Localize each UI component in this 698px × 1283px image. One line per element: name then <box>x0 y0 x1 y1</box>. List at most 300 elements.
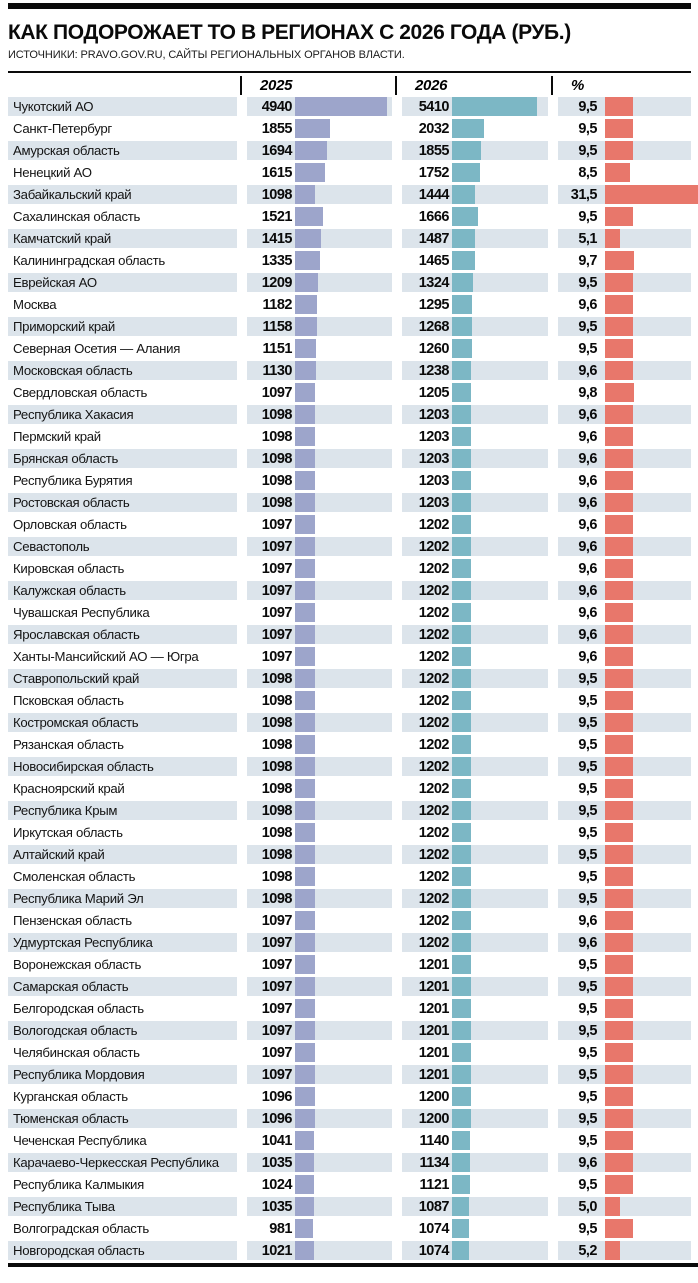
value-cell-% <box>558 229 691 248</box>
value-cell-% <box>558 757 691 776</box>
value-label: 1097 <box>261 648 292 665</box>
value-cell-% <box>558 581 691 600</box>
bar-percent <box>605 1219 633 1238</box>
table-row <box>8 97 698 116</box>
value-cell-% <box>558 1175 691 1194</box>
bar-2025 <box>295 669 315 688</box>
bar-2025 <box>295 295 317 314</box>
value-cell-2026 <box>402 933 548 952</box>
value-cell-% <box>558 603 691 622</box>
bar-percent <box>605 1131 633 1150</box>
bar-2026 <box>452 1131 470 1150</box>
value-label: 9,6 <box>578 494 597 511</box>
value-label: 1200 <box>418 1088 449 1105</box>
bar-percent <box>605 955 633 974</box>
value-label: 1130 <box>262 362 292 379</box>
value-label: 1203 <box>418 428 449 445</box>
bar-2025 <box>295 559 315 578</box>
bar-2025 <box>295 867 315 886</box>
value-label: 1444 <box>418 186 449 203</box>
value-cell-2025 <box>247 735 392 754</box>
value-label: 4940 <box>261 98 292 115</box>
region-name: Воронежская область <box>13 957 142 972</box>
bar-percent <box>605 273 633 292</box>
value-cell-% <box>558 1087 691 1106</box>
value-cell-2025 <box>247 119 392 138</box>
table-row <box>8 339 698 358</box>
value-label: 1098 <box>261 802 292 819</box>
value-label: 9,6 <box>578 1154 597 1171</box>
value-label: 9,5 <box>578 1044 597 1061</box>
bar-2025 <box>295 1241 314 1260</box>
bar-percent <box>605 1175 633 1194</box>
value-label: 1097 <box>261 384 292 401</box>
table-row <box>8 163 698 182</box>
value-label: 1203 <box>418 450 449 467</box>
value-cell-2026 <box>402 1241 548 1260</box>
region-name: Камчатский край <box>8 229 237 248</box>
region-name: Псковская область <box>13 693 124 708</box>
table-row <box>8 999 698 1018</box>
value-label: 1521 <box>261 208 292 225</box>
bar-percent <box>605 889 633 908</box>
top-rule <box>8 3 691 9</box>
value-cell-2026 <box>402 405 548 424</box>
value-label: 1097 <box>261 912 292 929</box>
region-name: Сахалинская область <box>13 209 141 224</box>
value-cell-2026 <box>402 823 548 842</box>
bar-2025 <box>295 1021 315 1040</box>
bar-percent <box>605 559 633 578</box>
bar-2026 <box>452 251 475 270</box>
bar-percent <box>605 141 633 160</box>
value-cell-2026 <box>402 1131 548 1150</box>
value-cell-2025 <box>247 691 392 710</box>
bar-2025 <box>295 97 387 116</box>
value-label: 1335 <box>261 252 292 269</box>
region-name: Пермский край <box>13 429 101 444</box>
value-cell-2025 <box>247 933 392 952</box>
region-name: Севастополь <box>8 537 237 556</box>
bar-2025 <box>295 449 315 468</box>
bar-2026 <box>452 823 471 842</box>
region-name: Санкт-Петербург <box>13 121 112 136</box>
region-name: Брянская область <box>8 449 237 468</box>
value-label: 9,5 <box>578 956 597 973</box>
value-label: 1201 <box>418 1044 449 1061</box>
value-label: 1260 <box>418 340 449 357</box>
value-cell-2025 <box>247 1197 392 1216</box>
value-label: 1041 <box>261 1132 292 1149</box>
table-row <box>8 757 698 776</box>
value-label: 1201 <box>418 1066 449 1083</box>
region-name: Свердловская область <box>13 385 148 400</box>
value-cell-2026 <box>402 163 548 182</box>
value-cell-% <box>558 317 691 336</box>
value-cell-% <box>558 977 691 996</box>
region-name: Кировская область <box>13 561 125 576</box>
table-row <box>8 185 698 204</box>
bar-percent <box>605 1241 620 1260</box>
bar-2026 <box>452 471 471 490</box>
value-cell-% <box>558 361 691 380</box>
value-cell-% <box>558 295 691 314</box>
value-cell-2026 <box>402 273 548 292</box>
value-label: 1752 <box>418 164 449 181</box>
value-label: 1096 <box>261 1110 292 1127</box>
value-label: 9,5 <box>578 758 597 775</box>
value-label: 1209 <box>261 274 292 291</box>
value-label: 1097 <box>261 560 292 577</box>
value-cell-2026 <box>402 691 548 710</box>
bar-2025 <box>295 1131 314 1150</box>
value-cell-% <box>558 1197 691 1216</box>
bar-2026 <box>452 273 473 292</box>
value-label: 8,5 <box>578 164 597 181</box>
value-cell-% <box>558 779 691 798</box>
value-cell-2026 <box>402 471 548 490</box>
value-cell-% <box>558 889 691 908</box>
value-cell-% <box>558 1153 691 1172</box>
table-row <box>8 1241 698 1260</box>
bar-2026 <box>452 1241 469 1260</box>
table-row <box>8 537 698 556</box>
value-label: 9,6 <box>578 538 597 555</box>
bar-2026 <box>452 845 471 864</box>
value-cell-2026 <box>402 317 548 336</box>
region-name: Республика Марий Эл <box>8 889 237 908</box>
bar-2026 <box>452 207 478 226</box>
bar-2026 <box>452 999 471 1018</box>
region-name: Волгоградская область <box>13 1221 149 1236</box>
value-cell-2026 <box>402 889 548 908</box>
value-cell-2025 <box>247 889 392 908</box>
table-row <box>8 449 698 468</box>
table-row <box>8 911 698 930</box>
bar-percent <box>605 823 633 842</box>
value-label: 9,6 <box>578 912 597 929</box>
bottom-rule <box>8 1263 698 1267</box>
value-label: 9,6 <box>578 296 597 313</box>
value-label: 9,5 <box>578 1132 597 1149</box>
value-label: 1295 <box>418 296 449 313</box>
bar-2025 <box>295 823 315 842</box>
value-cell-% <box>558 383 691 402</box>
value-cell-2026 <box>402 1219 548 1238</box>
bar-percent <box>605 735 633 754</box>
value-label: 1202 <box>418 736 449 753</box>
value-label: 1098 <box>261 186 292 203</box>
value-label: 1202 <box>418 890 449 907</box>
value-label: 9,5 <box>578 142 597 159</box>
value-cell-2026 <box>402 383 548 402</box>
region-name: Калужская область <box>8 581 237 600</box>
value-cell-% <box>558 493 691 512</box>
bar-2025 <box>295 625 315 644</box>
value-label: 1415 <box>261 230 292 247</box>
bar-percent <box>605 1043 633 1062</box>
bar-percent <box>605 1087 633 1106</box>
value-label: 9,5 <box>578 340 597 357</box>
value-label: 1202 <box>418 670 449 687</box>
value-label: 1202 <box>418 582 449 599</box>
value-cell-2025 <box>247 471 392 490</box>
value-label: 9,6 <box>578 516 597 533</box>
table-row <box>8 691 698 710</box>
value-label: 9,5 <box>578 802 597 819</box>
bar-2025 <box>295 581 315 600</box>
bar-percent <box>605 229 620 248</box>
table-row <box>8 625 698 644</box>
value-cell-2025 <box>247 867 392 886</box>
bar-percent <box>605 207 633 226</box>
region-name: Костромская область <box>8 713 237 732</box>
value-cell-2026 <box>402 801 548 820</box>
value-cell-% <box>558 1241 691 1260</box>
value-label: 5,2 <box>578 1242 597 1259</box>
value-cell-2025 <box>247 1021 392 1040</box>
bar-2026 <box>452 977 471 996</box>
value-cell-% <box>558 845 691 864</box>
value-cell-2026 <box>402 207 548 226</box>
value-cell-2026 <box>402 295 548 314</box>
value-label: 9,6 <box>578 560 597 577</box>
bar-percent <box>605 471 633 490</box>
value-label: 1182 <box>262 296 292 313</box>
source-line: ИСТОЧНИКИ: PRAVO.GOV.RU, САЙТЫ РЕГИОНАЛЬНЫХ ОРГАНОВ ВЛАСТИ. <box>8 49 405 61</box>
value-cell-% <box>558 823 691 842</box>
table-row <box>8 1175 698 1194</box>
value-label: 1238 <box>418 362 449 379</box>
value-cell-2025 <box>247 273 392 292</box>
bar-2026 <box>452 1043 471 1062</box>
value-cell-% <box>558 1219 691 1238</box>
value-cell-2025 <box>247 295 392 314</box>
bar-percent <box>605 999 633 1018</box>
bar-percent <box>605 537 633 556</box>
value-label: 9,5 <box>578 714 597 731</box>
value-cell-2026 <box>402 515 548 534</box>
bar-2026 <box>452 515 471 534</box>
value-label: 1205 <box>418 384 449 401</box>
value-label: 1098 <box>261 846 292 863</box>
value-label: 1666 <box>418 208 449 225</box>
bar-2026 <box>452 603 471 622</box>
bar-2025 <box>295 779 315 798</box>
value-label: 9,5 <box>578 692 597 709</box>
value-label: 9,5 <box>578 1088 597 1105</box>
bar-2025 <box>295 185 315 204</box>
value-cell-2026 <box>402 581 548 600</box>
region-name: Красноярский край <box>13 781 125 796</box>
value-cell-2025 <box>247 141 392 160</box>
bar-2026 <box>452 559 471 578</box>
bar-2025 <box>295 647 315 666</box>
bar-percent <box>605 977 633 996</box>
bar-percent <box>605 757 633 776</box>
bar-percent <box>605 339 633 358</box>
bar-2026 <box>452 911 471 930</box>
value-label: 1097 <box>261 626 292 643</box>
value-label: 1134 <box>419 1154 449 1171</box>
value-cell-2026 <box>402 449 548 468</box>
table-row <box>8 867 698 886</box>
bar-percent <box>605 295 633 314</box>
value-cell-% <box>558 999 691 1018</box>
value-cell-2025 <box>247 801 392 820</box>
value-label: 1098 <box>261 736 292 753</box>
table-row <box>8 955 698 974</box>
infographic-page <box>0 3 698 1267</box>
region-name: Новгородская область <box>8 1241 237 1260</box>
value-cell-% <box>558 405 691 424</box>
table-row <box>8 515 698 534</box>
value-label: 9,5 <box>578 120 597 137</box>
bar-2026 <box>452 405 471 424</box>
value-label: 1201 <box>418 956 449 973</box>
region-name: Ставропольский край <box>8 669 237 688</box>
value-label: 1021 <box>261 1242 292 1259</box>
table-row <box>8 361 698 380</box>
value-label: 1098 <box>261 868 292 885</box>
value-cell-% <box>558 691 691 710</box>
value-cell-% <box>558 713 691 732</box>
table-row <box>8 1087 698 1106</box>
bar-percent <box>605 779 633 798</box>
bar-2026 <box>452 713 471 732</box>
value-cell-% <box>558 625 691 644</box>
value-cell-2025 <box>247 1065 392 1084</box>
bar-percent <box>605 1197 620 1216</box>
bar-2026 <box>452 779 471 798</box>
value-cell-% <box>558 735 691 754</box>
value-cell-2025 <box>247 449 392 468</box>
table-row <box>8 581 698 600</box>
bar-percent <box>605 933 633 952</box>
value-cell-2025 <box>247 625 392 644</box>
value-label: 1035 <box>261 1154 292 1171</box>
value-label: 9,5 <box>578 274 597 291</box>
value-cell-2025 <box>247 537 392 556</box>
bar-2026 <box>452 735 471 754</box>
bar-2025 <box>295 1087 315 1106</box>
value-label: 1202 <box>418 824 449 841</box>
value-cell-2026 <box>402 735 548 754</box>
table-header <box>8 73 698 97</box>
value-label: 9,5 <box>578 1176 597 1193</box>
value-label: 1097 <box>261 582 292 599</box>
bar-2025 <box>295 1197 314 1216</box>
bar-2025 <box>295 691 315 710</box>
bar-2025 <box>295 427 315 446</box>
table-row <box>8 1219 698 1238</box>
value-label: 9,5 <box>578 1022 597 1039</box>
bar-2025 <box>295 845 315 864</box>
value-label: 1151 <box>262 340 292 357</box>
value-label: 9,5 <box>578 1000 597 1017</box>
value-label: 1098 <box>261 714 292 731</box>
table-row <box>8 889 698 908</box>
region-name: Калининградская область <box>13 253 165 268</box>
bar-2026 <box>452 955 471 974</box>
value-cell-% <box>558 1043 691 1062</box>
bar-2026 <box>452 317 472 336</box>
region-name: Республика Хакасия <box>8 405 237 424</box>
bar-percent <box>605 361 633 380</box>
value-cell-2026 <box>402 999 548 1018</box>
bar-2026 <box>452 295 472 314</box>
value-cell-2026 <box>402 559 548 578</box>
bar-2025 <box>295 317 317 336</box>
value-label: 1098 <box>261 472 292 489</box>
bar-percent <box>605 405 633 424</box>
value-cell-2026 <box>402 1065 548 1084</box>
value-cell-% <box>558 1109 691 1128</box>
value-label: 9,5 <box>578 890 597 907</box>
value-cell-% <box>558 537 691 556</box>
region-name: Тюменская область <box>8 1109 237 1128</box>
bar-percent <box>605 97 633 116</box>
bar-percent <box>605 1021 633 1040</box>
bar-2026 <box>452 1175 470 1194</box>
bar-2025 <box>295 757 315 776</box>
table-row <box>8 779 698 798</box>
bar-2026 <box>452 361 471 380</box>
region-name: Ханты-Мансийский АО — Югра <box>13 649 199 664</box>
bar-2025 <box>295 141 327 160</box>
value-cell-% <box>558 559 691 578</box>
value-label: 9,5 <box>578 736 597 753</box>
bar-2026 <box>452 493 471 512</box>
value-cell-2025 <box>247 317 392 336</box>
value-cell-2025 <box>247 361 392 380</box>
value-label: 1202 <box>418 714 449 731</box>
value-label: 2032 <box>418 120 449 137</box>
value-label: 1855 <box>261 120 292 137</box>
value-label: 1202 <box>418 758 449 775</box>
region-name: Челябинская область <box>13 1045 140 1060</box>
region-name: Московская область <box>8 361 237 380</box>
value-label: 1615 <box>261 164 292 181</box>
value-label: 9,6 <box>578 604 597 621</box>
value-label: 1324 <box>418 274 449 291</box>
region-name: Пензенская область <box>13 913 132 928</box>
value-cell-% <box>558 669 691 688</box>
bar-2026 <box>452 867 471 886</box>
value-cell-2025 <box>247 185 392 204</box>
region-name: Забайкальский край <box>8 185 237 204</box>
value-label: 1097 <box>261 934 292 951</box>
value-cell-2026 <box>402 1021 548 1040</box>
value-cell-2025 <box>247 581 392 600</box>
bar-2025 <box>295 1065 315 1084</box>
value-label: 1201 <box>418 1000 449 1017</box>
value-cell-2026 <box>402 779 548 798</box>
value-cell-2026 <box>402 251 548 270</box>
value-label: 9,5 <box>578 670 597 687</box>
bar-percent <box>605 1065 633 1084</box>
bar-2026 <box>452 449 471 468</box>
table-row <box>8 1021 698 1040</box>
value-cell-% <box>558 427 691 446</box>
bar-2026 <box>452 669 471 688</box>
bar-percent <box>605 449 633 468</box>
table-row <box>8 405 698 424</box>
bar-2025 <box>295 1153 314 1172</box>
value-label: 9,5 <box>578 868 597 885</box>
value-label: 1098 <box>261 890 292 907</box>
bar-2026 <box>452 97 537 116</box>
